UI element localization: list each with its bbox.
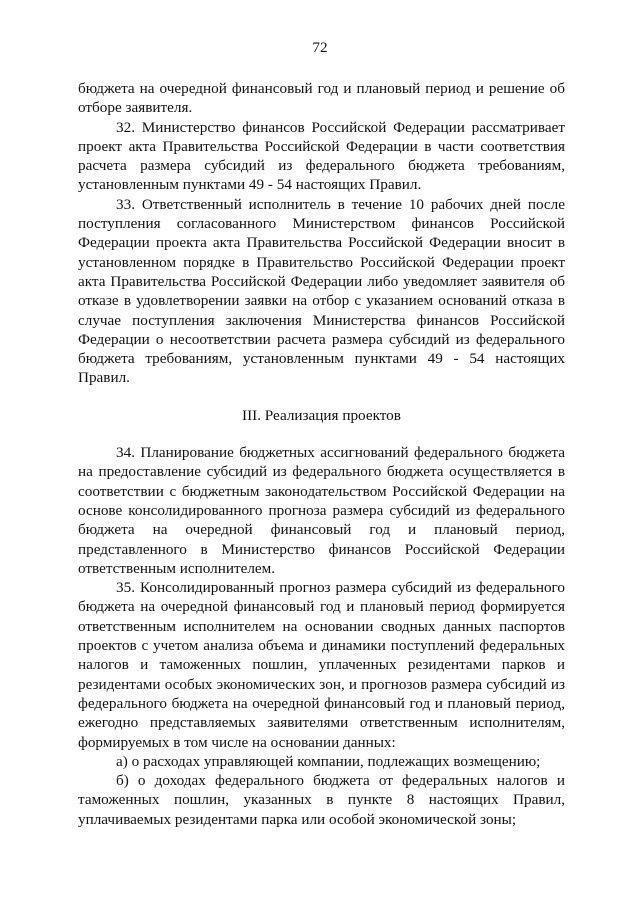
document-body — [78, 79, 565, 829]
list-item-a: а) о расходах управляющей компании, подлежащих возмещению; — [116, 752, 541, 770]
paragraph-33: 33. Ответственный исполнитель в течение 10 рабочих дней после поступления согласованного Министерством финансов Российской Федерации проекта акта Правительства Российской Федерации вносит в установленном порядке в Правительство Российской Федерации проект акта Правительства Российской Федерации либо уведомляет заявителя об отказе в удовлетворении заявки на отбор с указанием оснований отказа в случае поступления заключения Министерства финансов Российской Федерации о несоответствии расчета размера субсидий из федерального бюджета требованиям, установленным пунктами 49 - 54 настоящих Правил. — [78, 195, 565, 387]
paragraph-continuation: бюджета на очередной финансовый год и плановый период и решение об отборе заявителя. — [78, 80, 565, 117]
paragraph-32: 32. Министерство финансов Российской Федерации рассматривает проект акта Правительства Российской Федерации в части соответствия расчета размера субсидий из федерального бюджета требованиям, установленным пунктами 49 - 54 настоящих Правил. — [78, 118, 565, 194]
section-heading: III. Реализация проектов — [242, 406, 401, 424]
page-number: 72 — [312, 39, 328, 56]
list-item-b: б) о доходах федерального бюджета от федеральных налогов и таможенных пошлин, указанных в пункте 8 настоящих Правил, уплачиваемых резидентами парка или особой экономической зоны; — [78, 772, 565, 828]
paragraph-34: 34. Планирование бюджетных ассигнований федерального бюджета на предоставление субсидий из федерального бюджета осуществляется в соответствии с бюджетным законодательством Российской Федерации на основе консолидированного прогноза размера субсидий из федерального бюджета на очередной финансовый год и плановый период, представленного в Министерство финансов Российской Федерации ответственным исполнителем. — [78, 444, 565, 577]
paragraph-35: 35. Консолидированный прогноз размера субсидий из федерального бюджета на очередной финансовый год и плановый период формируется ответственным исполнителем на основании сводных данных паспортов проектов с учетом анализа объема и динамики поступлений федеральных налогов и таможенных пошлин, уплаченных резидентами парков и резидентами особых экономических зон, и прогнозов размера субсидий из федерального бюджета на очередной финансовый год и плановый период, ежегодно представляемых заявителями ответственным исполнителям, формируемых в том числе на основании данных: — [78, 579, 565, 751]
